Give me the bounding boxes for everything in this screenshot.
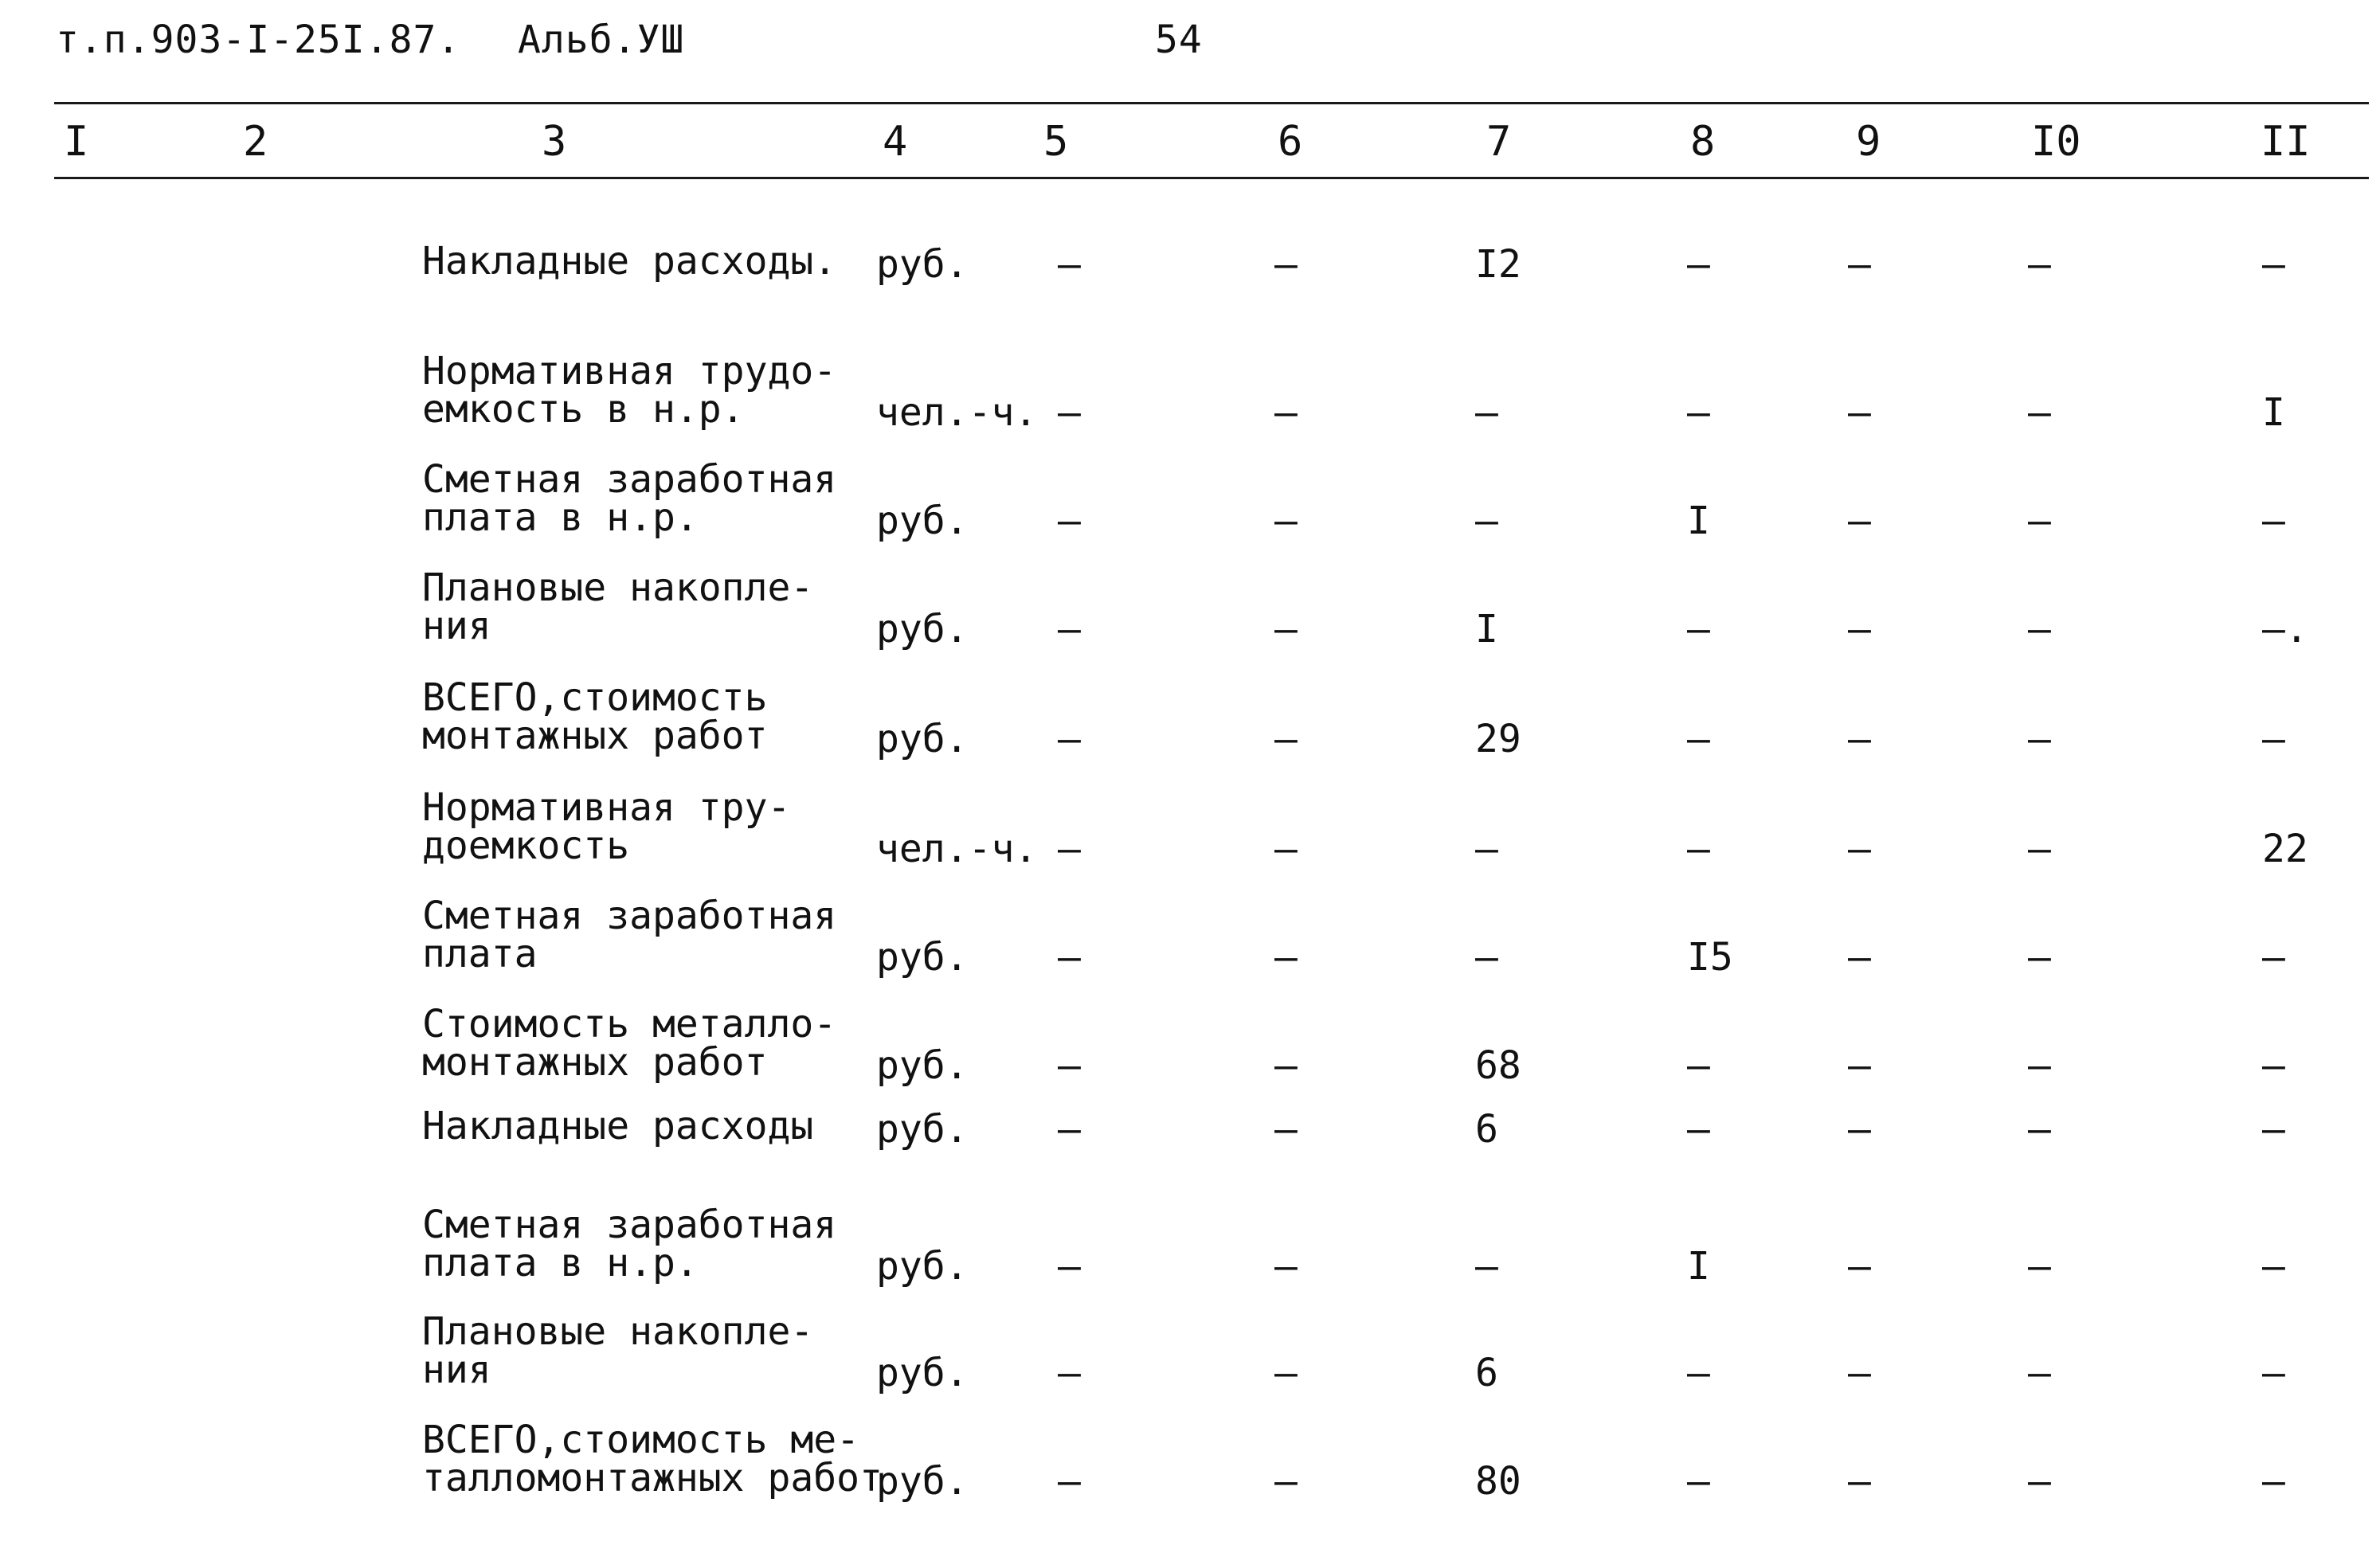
value-cell-c8: –	[1687, 1351, 1710, 1395]
unit-cell: руб.	[876, 935, 969, 980]
value-cell-c6: –	[1274, 1043, 1298, 1088]
row-description: ВСЕГО,стоимость ме- талломонтажных работ	[422, 1418, 883, 1500]
value-cell-c8: –	[1687, 1043, 1710, 1088]
value-cell-c11: –	[2262, 1107, 2285, 1152]
value-cell-c10: –	[2028, 1043, 2051, 1088]
value-cell-c8: I5	[1687, 935, 1733, 980]
value-cell-c9: –	[1848, 1244, 1871, 1289]
unit-cell: руб.	[876, 499, 969, 543]
value-cell-c8: –	[1687, 827, 1710, 871]
value-cell-c7: 80	[1475, 1459, 1521, 1504]
value-cell-c9: –	[1848, 242, 1871, 287]
value-cell-c6: –	[1274, 827, 1298, 871]
value-cell-c5: –	[1058, 390, 1081, 435]
table-top-rule	[54, 102, 2369, 104]
value-cell-c7: –	[1475, 1244, 1498, 1289]
value-cell-c9: –	[1848, 827, 1871, 871]
unit-cell: чел.-ч.	[876, 827, 1038, 871]
value-cell-c11: –	[2262, 935, 2285, 980]
value-cell-c9: –	[1848, 607, 1871, 651]
value-cell-c7: –	[1475, 935, 1498, 980]
value-cell-c6: –	[1274, 1244, 1298, 1289]
value-cell-c10: –	[2028, 607, 2051, 651]
value-cell-c5: –	[1058, 607, 1081, 651]
unit-cell: руб.	[876, 242, 969, 287]
unit-cell: руб.	[876, 607, 969, 651]
value-cell-c5: –	[1058, 935, 1081, 980]
unit-cell: руб.	[876, 1459, 969, 1504]
value-cell-c5: –	[1058, 242, 1081, 287]
value-cell-c6: –	[1274, 717, 1298, 761]
row-description: ВСЕГО,стоимость монтажных работ	[422, 675, 768, 758]
value-cell-c9: –	[1848, 935, 1871, 980]
value-cell-c7: 6	[1475, 1351, 1498, 1395]
column-number-9: 9	[1856, 118, 1881, 166]
row-description: Накладные расходы.	[422, 239, 837, 284]
value-cell-c11: 22	[2262, 827, 2308, 871]
album-label: Альб.УШ	[518, 18, 685, 62]
value-cell-c11: I	[2262, 390, 2285, 435]
row-description: Стоимость металло- монтажных работ	[422, 1002, 837, 1085]
value-cell-c7: –	[1475, 390, 1498, 435]
unit-cell: руб.	[876, 1351, 969, 1395]
value-cell-c9: –	[1848, 717, 1871, 761]
value-cell-c5: –	[1058, 1043, 1081, 1088]
value-cell-c8: I	[1687, 1244, 1710, 1289]
value-cell-c10: –	[2028, 1244, 2051, 1289]
value-cell-c10: –	[2028, 1459, 2051, 1504]
row-description: Сметная заработная плата в н.р.	[422, 1203, 837, 1285]
value-cell-c5: –	[1058, 717, 1081, 761]
value-cell-c6: –	[1274, 607, 1298, 651]
value-cell-c7: 68	[1475, 1043, 1521, 1088]
value-cell-c5: –	[1058, 499, 1081, 543]
column-number-1: I	[64, 118, 89, 166]
row-description: Плановые накопле- ния	[422, 1309, 814, 1392]
page-number: 54	[1155, 18, 1203, 62]
value-cell-c7: I	[1475, 607, 1498, 651]
row-description: Нормативная трудо- емкость в н.р.	[422, 349, 837, 432]
value-cell-c9: –	[1848, 1043, 1871, 1088]
value-cell-c11: –	[2262, 499, 2285, 543]
value-cell-c9: –	[1848, 390, 1871, 435]
value-cell-c6: –	[1274, 935, 1298, 980]
value-cell-c11: –	[2262, 1351, 2285, 1395]
value-cell-c9: –	[1848, 1107, 1871, 1152]
value-cell-c10: –	[2028, 717, 2051, 761]
column-number-6: 6	[1278, 118, 1303, 166]
value-cell-c8: –	[1687, 607, 1710, 651]
value-cell-c5: –	[1058, 1107, 1081, 1152]
value-cell-c10: –	[2028, 1107, 2051, 1152]
row-description: Плановые накопле- ния	[422, 565, 814, 648]
column-number-11: II	[2261, 118, 2311, 166]
unit-cell: руб.	[876, 1244, 969, 1289]
value-cell-c5: –	[1058, 1459, 1081, 1504]
value-cell-c11: –.	[2262, 607, 2308, 651]
value-cell-c6: –	[1274, 1107, 1298, 1152]
value-cell-c9: –	[1848, 1351, 1871, 1395]
value-cell-c11: –	[2262, 1043, 2285, 1088]
value-cell-c10: –	[2028, 390, 2051, 435]
column-number-8: 8	[1690, 118, 1716, 166]
value-cell-c6: –	[1274, 242, 1298, 287]
value-cell-c11: –	[2262, 717, 2285, 761]
row-description: Нормативная тру- доемкость	[422, 785, 791, 868]
column-number-10: I0	[2031, 118, 2081, 166]
value-cell-c8: –	[1687, 717, 1710, 761]
value-cell-c5: –	[1058, 827, 1081, 871]
value-cell-c9: –	[1848, 499, 1871, 543]
row-description: Сметная заработная плата в н.р.	[422, 457, 837, 540]
value-cell-c5: –	[1058, 1244, 1081, 1289]
value-cell-c7: 6	[1475, 1107, 1498, 1152]
value-cell-c8: –	[1687, 1107, 1710, 1152]
unit-cell: руб.	[876, 1107, 969, 1152]
value-cell-c7: I2	[1475, 242, 1521, 287]
value-cell-c8: –	[1687, 242, 1710, 287]
value-cell-c8: I	[1687, 499, 1710, 543]
value-cell-c6: –	[1274, 390, 1298, 435]
value-cell-c6: –	[1274, 499, 1298, 543]
value-cell-c6: –	[1274, 1351, 1298, 1395]
value-cell-c7: 29	[1475, 717, 1521, 761]
table-header-rule	[54, 177, 2369, 179]
value-cell-c8: –	[1687, 390, 1710, 435]
column-number-7: 7	[1486, 118, 1512, 166]
value-cell-c8: –	[1687, 1459, 1710, 1504]
column-number-4: 4	[883, 118, 908, 166]
value-cell-c10: –	[2028, 935, 2051, 980]
value-cell-c5: –	[1058, 1351, 1081, 1395]
row-description: Накладные расходы	[422, 1104, 814, 1148]
row-description: Сметная заработная плата	[422, 894, 837, 976]
value-cell-c11: –	[2262, 1459, 2285, 1504]
column-number-3: 3	[542, 118, 567, 166]
unit-cell: руб.	[876, 717, 969, 761]
value-cell-c10: –	[2028, 1351, 2051, 1395]
unit-cell: чел.-ч.	[876, 390, 1038, 435]
value-cell-c9: –	[1848, 1459, 1871, 1504]
value-cell-c11: –	[2262, 1244, 2285, 1289]
value-cell-c7: –	[1475, 499, 1498, 543]
value-cell-c10: –	[2028, 242, 2051, 287]
column-number-5: 5	[1043, 118, 1069, 166]
value-cell-c6: –	[1274, 1459, 1298, 1504]
value-cell-c11: –	[2262, 242, 2285, 287]
value-cell-c7: –	[1475, 827, 1498, 871]
document-code: т.п.903-I-25I.87.	[56, 18, 461, 62]
value-cell-c10: –	[2028, 827, 2051, 871]
column-number-2: 2	[243, 118, 268, 166]
value-cell-c10: –	[2028, 499, 2051, 543]
unit-cell: руб.	[876, 1043, 969, 1088]
